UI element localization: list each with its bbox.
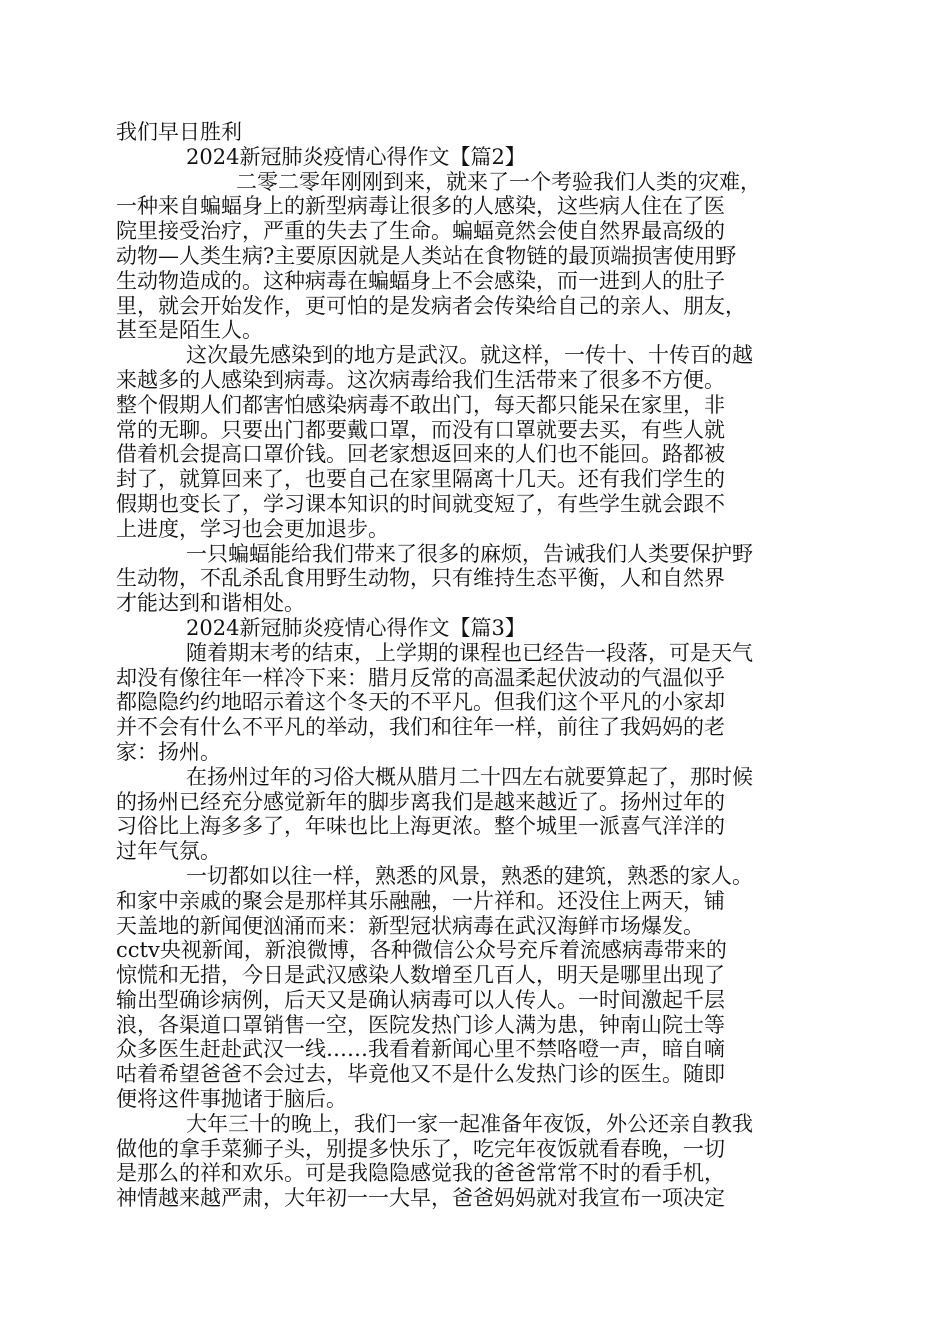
section-heading: 2024新冠肺炎疫情心得作文【篇2】 — [186, 144, 526, 169]
text-line: 来越多的人感染到病毒。这次病毒给我们生活带来了很多不方便。 — [116, 367, 725, 392]
text-line: 我们早日胜利 — [116, 120, 242, 144]
text-line: 习俗比上海多多了，年味也比上海更浓。整个城里一派喜气洋洋的 — [116, 814, 725, 839]
document-body — [116, 120, 846, 1211]
text-line: 却没有像往年一样冷下来：腊月反常的高温柔起伏波动的气温似乎 — [116, 665, 725, 690]
text-line: 整个假期人们都害怕感染病毒不敢出门，每天都只能呆在家里，非 — [116, 392, 725, 417]
text-line: 众多医生赶赴武汉一线……我看着新闻心里不禁咯噔一声，暗自嘀 — [116, 1037, 725, 1062]
text-line: 神情越来越严肃，大年初一一大早，爸爸妈妈就对我宣布一项决定 — [116, 1186, 725, 1211]
text-line: 生动物，不乱杀乱食用野生动物，只有维持生态平衡，人和自然界 — [116, 566, 725, 591]
text-line: 浪，各渠道口罩销售一空，医院发热门诊人满为患，钟南山院士等 — [116, 1012, 725, 1037]
text-line: 家：扬州。 — [116, 739, 221, 764]
text-line: 院里接受治疗，严重的失去了生命。蝙蝠竟然会使自然界最高级的 — [116, 219, 725, 244]
text-line: 并不会有什么不平凡的举动，我们和往年一样，前往了我妈妈的老 — [116, 715, 725, 740]
text-line: 在扬州过年的习俗大概从腊月二十四左右就要算起了，那时候 — [186, 764, 753, 789]
text-line: 大年三十的晚上，我们一家一起准备年夜饭，外公还亲自教我 — [186, 1111, 753, 1136]
text-line: 随着期末考的结束，上学期的课程也已经告一段落，可是天气 — [186, 640, 753, 665]
section-heading: 2024新冠肺炎疫情心得作文【篇3】 — [186, 615, 526, 640]
text-line: 甚至是陌生人。 — [116, 318, 263, 343]
text-line: 一切都如以往一样，熟悉的风景，熟悉的建筑，熟悉的家人。 — [186, 863, 753, 888]
text-line: 咕着希望爸爸不会过去，毕竟他又不是什么发热门诊的医生。随即 — [116, 1062, 725, 1087]
text-line: 动物—人类生病?主要原因就是人类站在食物链的最顶端损害使用野 — [116, 243, 737, 268]
text-line: 一种来自蝙蝠身上的新型病毒让很多的人感染，这些病人住在了医 — [116, 194, 725, 219]
text-line: 假期也变长了，学习课本知识的时间就变短了，有些学生就会跟不 — [116, 491, 725, 516]
text-line: 封了，就算回来了，也要自己在家里隔离十几天。还有我们学生的 — [116, 467, 725, 492]
text-line: cctv央视新闻，新浪微博，各种微信公众号充斥着流感病毒带来的 — [116, 938, 727, 963]
text-line: 借着机会提高口罩价钱。回老家想返回来的人们也不能回。路都被 — [116, 442, 725, 467]
text-line: 都隐隐约约地昭示着这个冬天的不平凡。但我们这个平凡的小家却 — [116, 690, 725, 715]
text-line: 惊慌和无措，今日是武汉感染人数增至几百人，明天是哪里出现了 — [116, 963, 725, 988]
text-line: 做他的拿手菜狮子头，别提多快乐了，吃完年夜饭就看春晚，一切 — [116, 1136, 725, 1161]
text-line: 才能达到和谐相处。 — [116, 591, 305, 616]
text-line: 便将这件事抛诸于脑后。 — [116, 1087, 347, 1112]
text-line: 和家中亲戚的聚会是那样其乐融融，一片祥和。还没住上两天，铺 — [116, 888, 725, 913]
text-line: 输出型确诊病例，后天又是确认病毒可以人传人。一时间激起千层 — [116, 987, 725, 1012]
text-line: 二零二零年刚刚到来，就来了一个考验我们人类的灾难， — [236, 169, 761, 194]
text-line: 这次最先感染到的地方是武汉。就这样，一传十、十传百的越 — [186, 343, 753, 368]
text-line: 上进度，学习也会更加退步。 — [116, 516, 389, 541]
text-line: 的扬州已经充分感觉新年的脚步离我们是越来越近了。扬州过年的 — [116, 789, 725, 814]
text-line: 天盖地的新闻便汹涌而来：新型冠状病毒在武汉海鲜市场爆发。 — [116, 913, 704, 938]
text-line: 生动物造成的。这种病毒在蝙蝠身上不会感染，而一进到人的肚子 — [116, 268, 725, 293]
text-line: 里，就会开始发作，更可怕的是发病者会传染给自己的亲人、朋友， — [116, 293, 746, 318]
text-line: 一只蝙蝠能给我们带来了很多的麻烦，告诫我们人类要保护野 — [186, 541, 753, 566]
text-line: 过年气氛。 — [116, 839, 221, 864]
text-line: 常的无聊。只要出门都要戴口罩，而没有口罩就要去买，有些人就 — [116, 417, 725, 442]
text-line: 是那么的祥和欢乐。可是我隐隐感觉我的爸爸常常不时的看手机， — [116, 1161, 725, 1186]
